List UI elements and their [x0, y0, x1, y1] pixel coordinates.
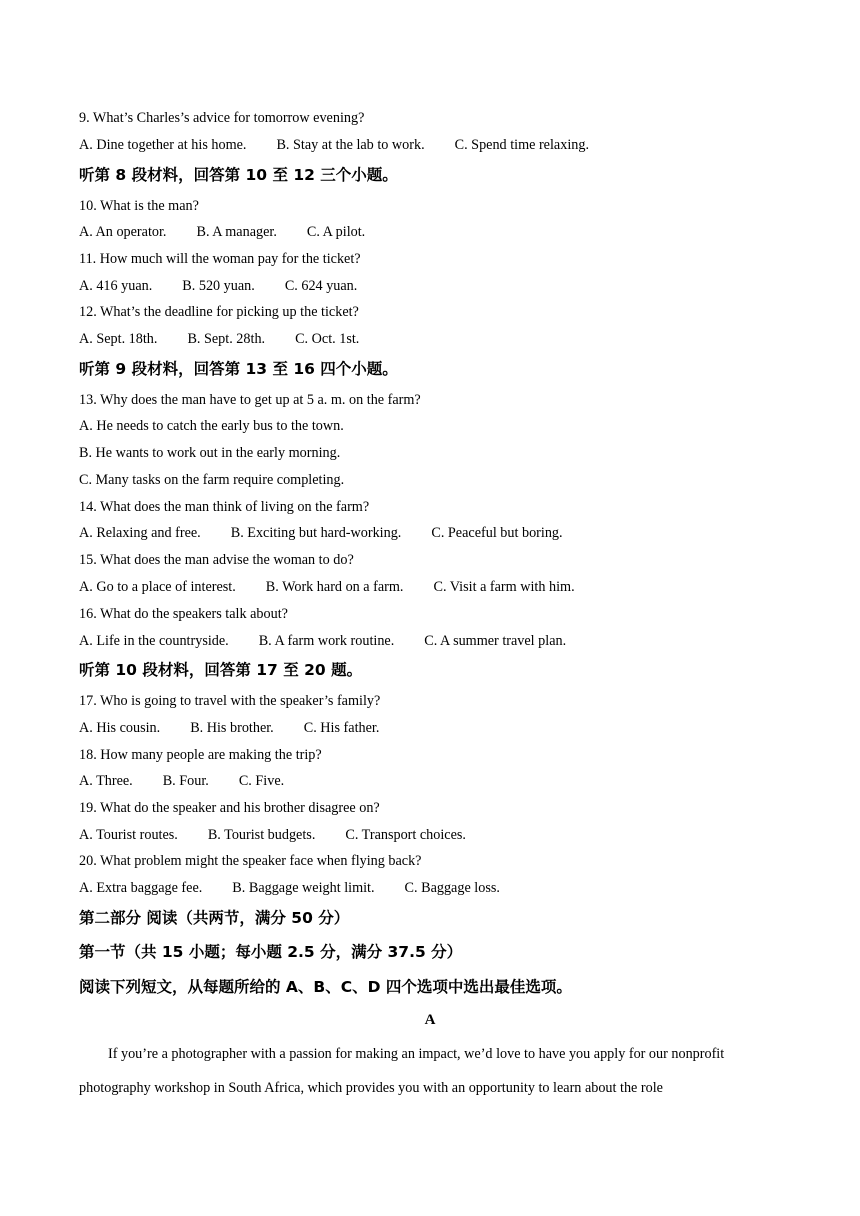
option-b: B. Stay at the lab to work.: [276, 137, 425, 153]
section-1-heading: 第一节（共 15 小题；每小题 2.5 分，满分 37.5 分）: [79, 943, 463, 961]
question-12: 12. What’s the deadline for picking up the ticket?: [79, 304, 359, 320]
option-a: A. Dine together at his home.: [79, 137, 247, 153]
option-c: C. Five.: [238, 773, 285, 789]
option-b: B. Tourist budgets.: [207, 827, 316, 843]
question-18: 18. How many people are making the trip?: [79, 747, 322, 763]
option-b: B. 520 yuan.: [182, 278, 255, 294]
passage-label: A: [424, 1012, 436, 1028]
option-b: B. Baggage weight limit.: [232, 880, 375, 896]
question-10: 10. What is the man?: [79, 198, 199, 214]
option-c: C. Spend time relaxing.: [454, 137, 589, 153]
option-a: A. Tourist routes.: [79, 827, 178, 843]
question-14: 14. What does the man think of living on the farm?: [79, 499, 370, 515]
option-a: A. An operator.: [79, 224, 167, 240]
option-c: C. Oct. 1st.: [295, 331, 360, 347]
options-18: [79, 772, 284, 790]
passage-line-2: photography workshop in South Africa, which provides you with an opportunity to learn about the role: [79, 1080, 663, 1096]
option-b: B. A farm work routine.: [258, 633, 395, 649]
question-13: 13. Why does the man have to get up at 5 a. m. on the farm?: [79, 392, 421, 408]
option-c: C. Transport choices.: [345, 827, 466, 843]
option-b: B. A manager.: [196, 224, 277, 240]
option-a: A. Relaxing and free.: [79, 525, 201, 541]
option-a: A. Sept. 18th.: [79, 331, 158, 347]
passage-line-1: If you’re a photographer with a passion for making an impact, we’d love to have you apply for our nonprofit: [108, 1046, 725, 1062]
option-a: A. Three.: [79, 773, 133, 789]
options-11: [79, 277, 357, 295]
options-10: [79, 223, 365, 241]
option-c: C. A pilot.: [306, 224, 366, 240]
option-b: B. Sept. 28th.: [187, 331, 266, 347]
options-12: [79, 330, 359, 348]
option-c: C. 624 yuan.: [284, 278, 358, 294]
section-8-heading: 听第 8 段材料，回答第 10 至 12 三个小题。: [79, 166, 398, 184]
option-b: B. Exciting but hard-working.: [230, 525, 402, 541]
question-20: 20. What problem might the speaker face when flying back?: [79, 853, 422, 869]
question-19: 19. What do the speaker and his brother disagree on?: [79, 800, 380, 816]
options-16: [79, 632, 566, 650]
option-a: A. Life in the countryside.: [79, 633, 229, 649]
question-16: 16. What do the speakers talk about?: [79, 606, 288, 622]
option-13-a: A. He needs to catch the early bus to the town.: [79, 418, 344, 434]
options-20: [79, 879, 500, 897]
question-9: 9. What’s Charles’s advice for tomorrow evening?: [79, 110, 365, 126]
option-c: C. His father.: [303, 720, 380, 736]
option-a: A. His cousin.: [79, 720, 161, 736]
option-b: B. Four.: [162, 773, 209, 789]
option-c: C. A summer travel plan.: [424, 633, 567, 649]
option-a: A. Extra baggage fee.: [79, 880, 203, 896]
options-9: [79, 136, 589, 154]
options-17: [79, 719, 379, 737]
option-13-c: C. Many tasks on the farm require completing.: [79, 472, 345, 488]
options-19: [79, 826, 466, 844]
reading-instruction: 阅读下列短文，从每题所给的 A、B、C、D 四个选项中选出最佳选项。: [79, 978, 572, 996]
option-c: C. Visit a farm with him.: [433, 579, 575, 595]
option-c: C. Peaceful but boring.: [431, 525, 563, 541]
options-14: [79, 524, 563, 542]
option-c: C. Baggage loss.: [404, 880, 500, 896]
question-17: 17. Who is going to travel with the speaker’s family?: [79, 693, 381, 709]
option-b: B. His brother.: [190, 720, 274, 736]
option-a: A. 416 yuan.: [79, 278, 153, 294]
option-13-b: B. He wants to work out in the early morning.: [79, 445, 341, 461]
options-15: [79, 578, 575, 596]
question-15: 15. What does the man advise the woman to do?: [79, 552, 354, 568]
section-9-heading: 听第 9 段材料，回答第 13 至 16 四个小题。: [79, 360, 398, 378]
section-10-heading: 听第 10 段材料，回答第 17 至 20 题。: [79, 661, 363, 679]
part-2-heading: 第二部分 阅读（共两节，满分 50 分）: [79, 909, 350, 927]
question-11: 11. How much will the woman pay for the ticket?: [79, 251, 361, 267]
option-a: A. Go to a place of interest.: [79, 579, 236, 595]
option-b: B. Work hard on a farm.: [265, 579, 404, 595]
